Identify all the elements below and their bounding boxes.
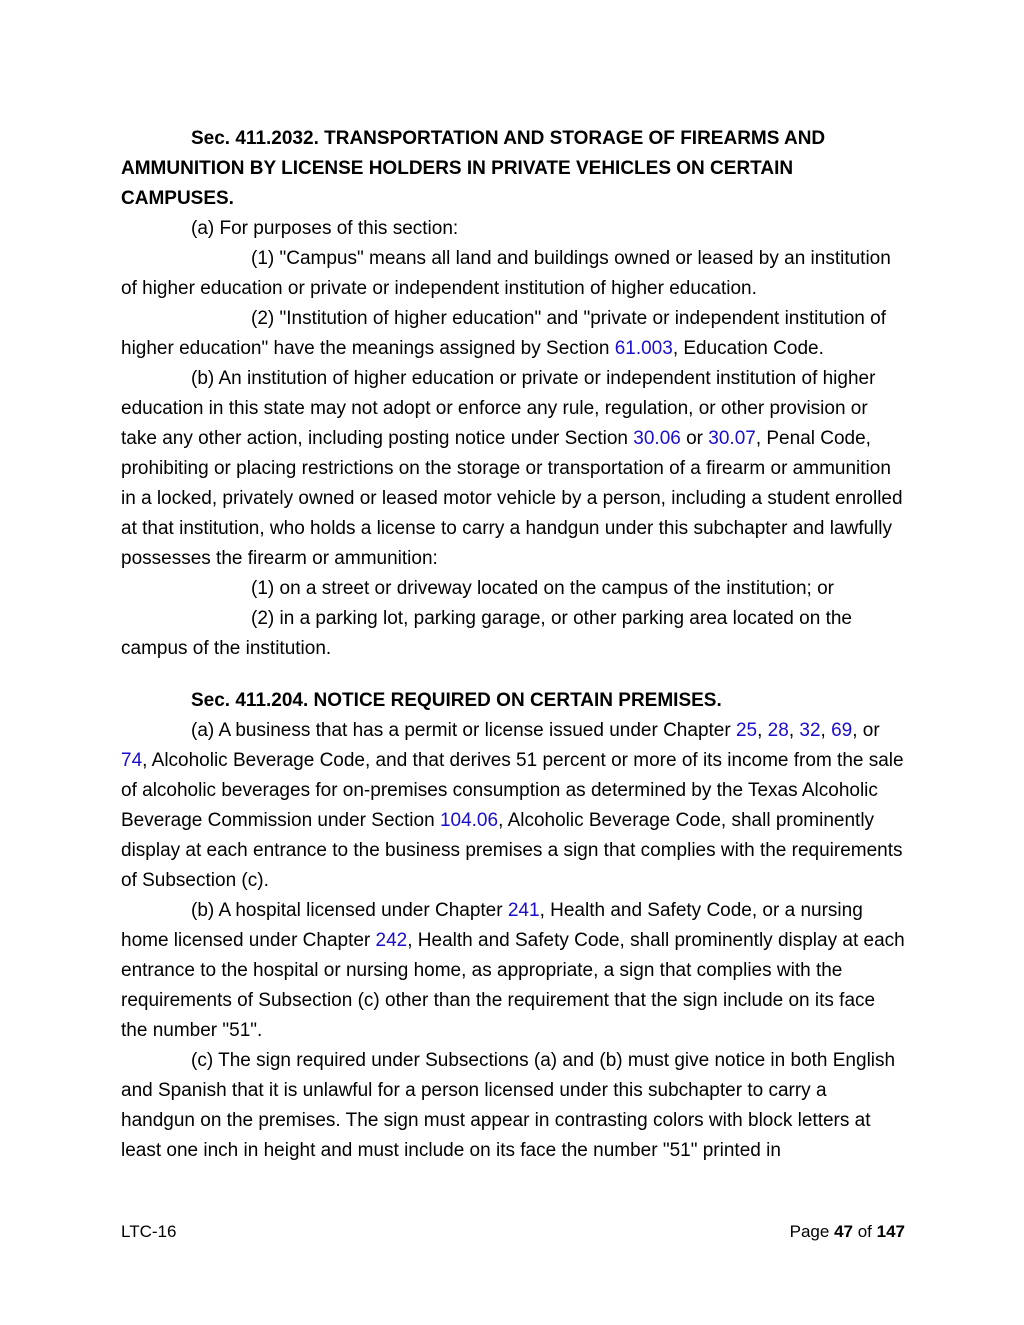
subsection-c-notice: (c) The sign required under Subsections (a) and (b) must give notice in both English and Spanish that it is unlawful for a person licensed under this subchapter to carry a handgun on the premises. The sign must appear in contrasting colors with block letters at least one inch in height and must include on its face the number "51" printed in xyxy=(121,1050,896,1161)
paragraph-a2-text-end: , Education Code. xyxy=(672,338,824,359)
link-chapter-74[interactable]: 74 xyxy=(121,750,143,771)
subsection-b-notice xyxy=(121,896,905,1046)
of-word: of xyxy=(853,1222,877,1241)
subsection-b xyxy=(121,364,905,574)
paragraph-b2: (2) in a parking lot, parking garage, or other parking area located on the campus of the institution. xyxy=(121,608,852,659)
link-61-003[interactable]: 61.003 xyxy=(614,338,673,359)
subsection-a: (a) For purposes of this section: xyxy=(191,218,459,239)
separator: , xyxy=(757,720,768,741)
link-chapter-25[interactable]: 25 xyxy=(735,720,758,741)
section-heading-411-2032: Sec. 411.2032. TRANSPORTATION AND STORAGE OF FIREARMS AND AMMUNITION BY LICENSE HOLDERS IN PRIVATE VEHICLES ON CERTAIN CAMPUSES. xyxy=(121,128,826,209)
link-30-06[interactable]: 30.06 xyxy=(633,428,681,449)
link-30-07[interactable]: 30.07 xyxy=(708,428,756,449)
link-104-06[interactable]: 104.06 xyxy=(439,810,499,831)
subsection-b-notice-mid: , Health and Safety Code, or a nursing home licensed under Chapter xyxy=(121,900,863,951)
section-heading-411-204: Sec. 411.204. NOTICE REQUIRED ON CERTAIN PREMISES. xyxy=(191,690,722,711)
page-word: Page xyxy=(789,1222,835,1241)
section-spacer xyxy=(121,664,905,686)
paragraph-b1: (1) on a street or driveway located on the campus of the institution; or xyxy=(251,578,834,599)
paragraph-a1: (1) "Campus" means all land and buildings owned or leased by an institution of higher education or private or independent institution of higher education. xyxy=(121,248,891,299)
paragraph-a2-text: (2) "Institution of higher education" and "private or independent institution of higher education" have the meanings assigned by Section xyxy=(121,308,886,359)
subsection-a-text: (a) A business that has a permit or license issued under Chapter xyxy=(191,720,736,741)
separator: , or xyxy=(852,720,880,741)
link-chapter-28[interactable]: 28 xyxy=(767,720,789,741)
link-chapter-32[interactable]: 32 xyxy=(799,720,821,741)
separator: , xyxy=(820,720,832,741)
subsection-a-notice xyxy=(121,716,905,896)
subsection-b-text: (b) An institution of higher education or private or independent institution of higher education in this state may not adopt or enforce any rule, regulation, or other provision or take any other action, including posting notice under Section xyxy=(121,368,876,449)
current-page: 47 xyxy=(834,1222,853,1241)
subsection-b-notice-text: (b) A hospital licensed under Chapter xyxy=(191,900,508,921)
subsection-a-text-end: , Alcoholic Beverage Code, shall prominently display at each entrance to the business premises a sign that complies with the requirements of Subsection (c). xyxy=(121,810,903,891)
link-chapter-241[interactable]: 241 xyxy=(507,900,540,921)
document-body xyxy=(121,124,905,1166)
link-chapter-242[interactable]: 242 xyxy=(375,930,408,951)
page-footer xyxy=(121,1222,905,1242)
paragraph-a2 xyxy=(121,304,905,364)
subsection-b-or: or xyxy=(680,428,709,449)
total-pages: 147 xyxy=(876,1222,905,1241)
subsection-b-text-end: , Penal Code, prohibiting or placing restrictions on the storage or transportation of a firearm or ammunition in a locked, privately owned or leased motor vehicle by a person, including a student enrolled at that institution, who holds a license to carry a handgun under this subchapter and lawfully possesses the firearm or ammunition: xyxy=(121,428,903,569)
link-chapter-69[interactable]: 69 xyxy=(831,720,853,741)
subsection-a-text-mid: , Alcoholic Beverage Code, and that derives 51 percent or more of its income from the sale of alcoholic beverages for on-premises consumption as determined by the Texas Alcoholic Beverage Commission under Section xyxy=(121,750,904,831)
document-id: LTC-16 xyxy=(121,1222,177,1241)
separator: , xyxy=(788,720,800,741)
page-number xyxy=(790,1222,905,1242)
subsection-b-notice-end: , Health and Safety Code, shall prominently display at each entrance to the hospital or nursing home, as appropriate, a sign that complies with the requirements of Subsection (c) other than the requirement that the sign include on its face the number "51". xyxy=(121,930,905,1041)
